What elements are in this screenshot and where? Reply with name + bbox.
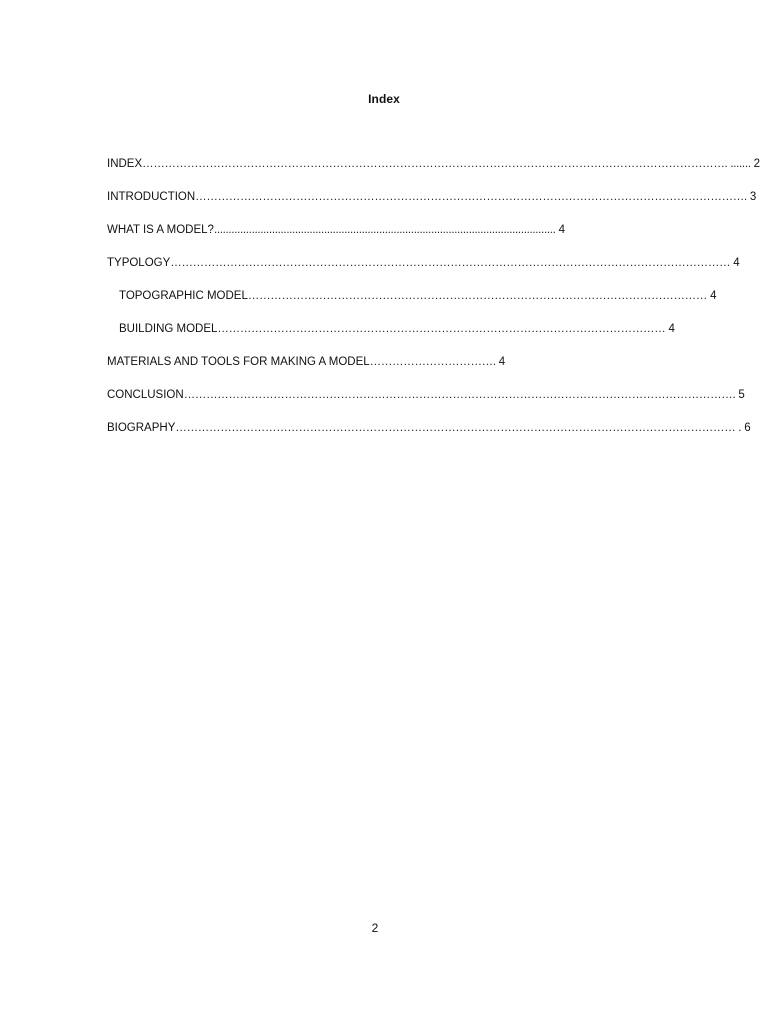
toc-page-number: 3: [749, 191, 757, 203]
toc-page-number: 5: [738, 389, 745, 401]
toc-page-number: 4: [710, 290, 717, 302]
toc-entry-label: INTRODUCTION: [107, 191, 196, 203]
toc-entry-label: TYPOLOGY: [107, 257, 171, 269]
toc-dot-leader: ......................................................................................................................: [213, 224, 556, 236]
toc-dot-leader: …………………………….: [369, 356, 496, 368]
toc-page-number: 4: [733, 257, 740, 269]
toc-entry-materials-and-tools[interactable]: [107, 356, 506, 389]
toc-entry-label: BUILDING MODEL: [119, 323, 218, 335]
toc-entry-label: INDEX: [107, 158, 143, 170]
toc-entry-label: MATERIALS AND TOOLS FOR MAKING A MODEL: [107, 356, 370, 368]
toc-page-number: 4: [668, 323, 675, 335]
toc-page-number: 2: [753, 158, 761, 170]
toc-dot-leader: ………………………………………………………………………………………………………………………………….: [195, 191, 747, 203]
toc-dot-leader: ……………………………………………………………………………………………………………………………………: [170, 257, 731, 269]
toc-dot-leader: ……………………………………………………………………………………………………………: [247, 290, 708, 302]
toc-page-number: 4: [558, 224, 565, 236]
page-number-footer: 2: [371, 921, 379, 935]
toc-entry-label: WHAT IS A MODEL?: [107, 224, 214, 236]
toc-entry-what-is-a-model[interactable]: [107, 224, 645, 257]
toc-dot-leader: …………………………………………………………………………………………………………………………………………. .......: [142, 158, 751, 170]
toc-entry-conclusion[interactable]: [107, 389, 745, 422]
toc-dot-leader: ………………………………………………………………………………………………………………………………….: [183, 389, 736, 401]
toc-entry-label: TOPOGRAPHIC MODEL: [119, 290, 248, 302]
toc-page-number: 4: [498, 356, 506, 368]
toc-dot-leader: …………………………………………………………………………………………………………: [217, 323, 666, 335]
toc-entry-label: CONCLUSION: [107, 389, 184, 401]
toc-page-number: 6: [744, 422, 751, 434]
toc-entry-topographic-model[interactable]: [107, 290, 717, 323]
toc-entry-introduction[interactable]: [107, 191, 757, 224]
page-title: Index: [368, 92, 400, 106]
toc-entry-building-model[interactable]: [107, 323, 675, 356]
toc-dot-leader: …………………………………………………………………………………………………………………………………… .: [175, 422, 742, 434]
toc-entry-biography[interactable]: [107, 422, 751, 455]
toc-entry-typology[interactable]: [107, 257, 740, 290]
table-of-contents: [107, 158, 761, 455]
toc-entry-label: BIOGRAPHY: [107, 422, 176, 434]
toc-entry-index[interactable]: [107, 158, 761, 191]
